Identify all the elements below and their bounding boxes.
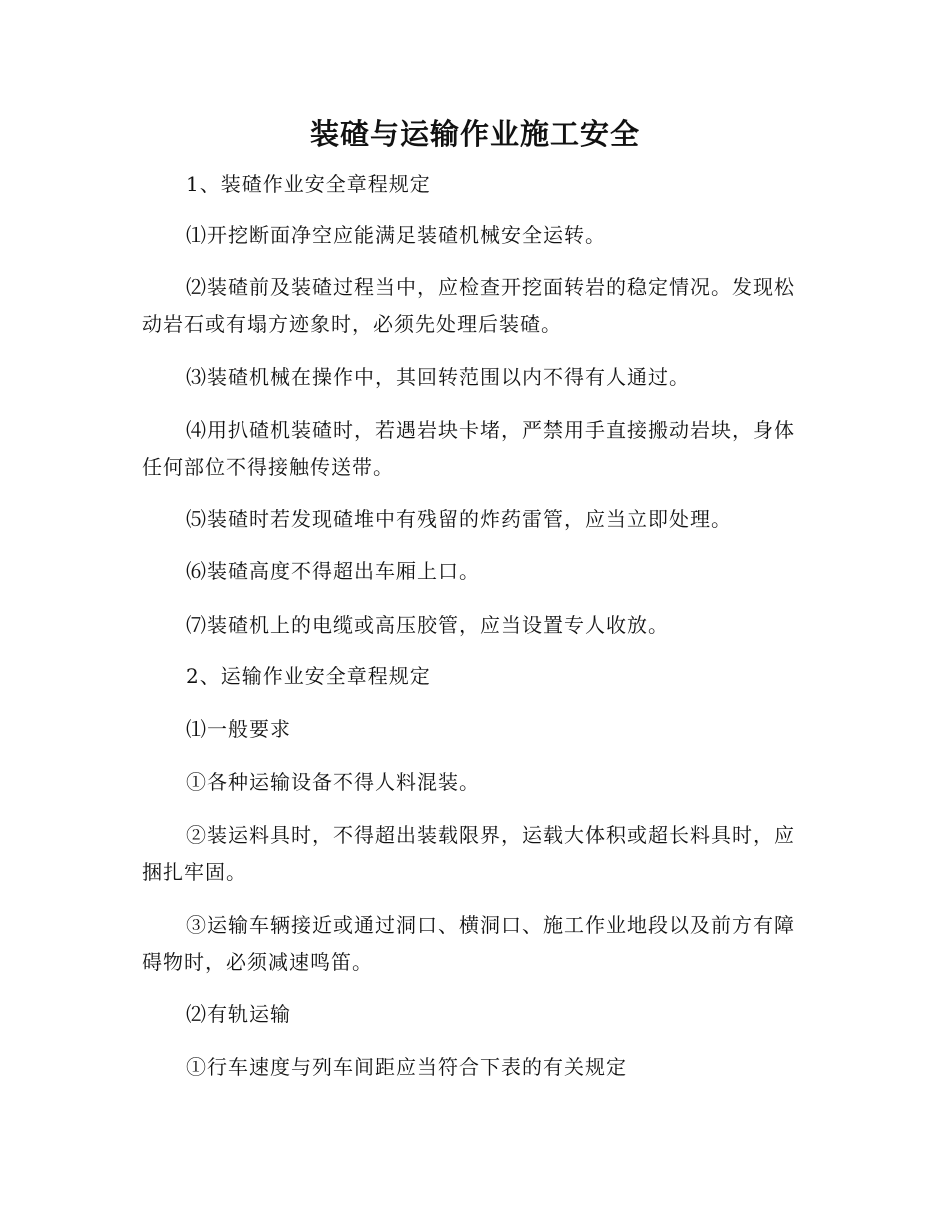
paragraph-general-2: ②装运料具时，不得超出装载限界，运载大体积或超长料具时，应捆扎牢固。 [142, 823, 795, 884]
section-heading-transport: 2、运输作业安全章程规定 [186, 664, 431, 688]
paragraph-rail-1: ①行车速度与列车间距应当符合下表的有关规定 [186, 1055, 627, 1079]
paragraph-general-3: ③运输车辆接近或通过洞口、横洞口、施工作业地段以及前方有障碍物时，必须减速鸣笛。 [142, 913, 795, 974]
document-title: 装碴与运输作业施工安全 [309, 117, 640, 151]
paragraph-loading-7: ⑺装碴机上的电缆或高压胶管，应当设置专人收放。 [186, 613, 669, 637]
subheading-rail: ⑵有轨运输 [186, 1002, 291, 1026]
paragraph-loading-5: ⑸装碴时若发现碴堆中有残留的炸药雷管，应当立即处理。 [186, 507, 732, 531]
paragraph-loading-4: ⑷用扒碴机装碴时，若遇岩块卡堵，严禁用手直接搬动岩块，身体任何部位不得接触传送带。 [142, 418, 795, 479]
subheading-general: ⑴一般要求 [186, 717, 291, 741]
paragraph-general-1: ①各种运输设备不得人料混装。 [186, 770, 480, 794]
section-heading-loading: 1、装碴作业安全章程规定 [186, 172, 431, 196]
paragraph-loading-3: ⑶装碴机械在操作中，其回转范围以内不得有人通过。 [186, 365, 690, 389]
paragraph-loading-6: ⑹装碴高度不得超出车厢上口。 [186, 559, 480, 583]
paragraph-loading-1: ⑴开挖断面净空应能满足装碴机械安全运转。 [186, 223, 606, 247]
paragraph-loading-2: ⑵装碴前及装碴过程当中，应检查开挖面转岩的稳定情况。发现松动岩石或有塌方迹象时，必须先处理后装碴。 [142, 275, 795, 336]
